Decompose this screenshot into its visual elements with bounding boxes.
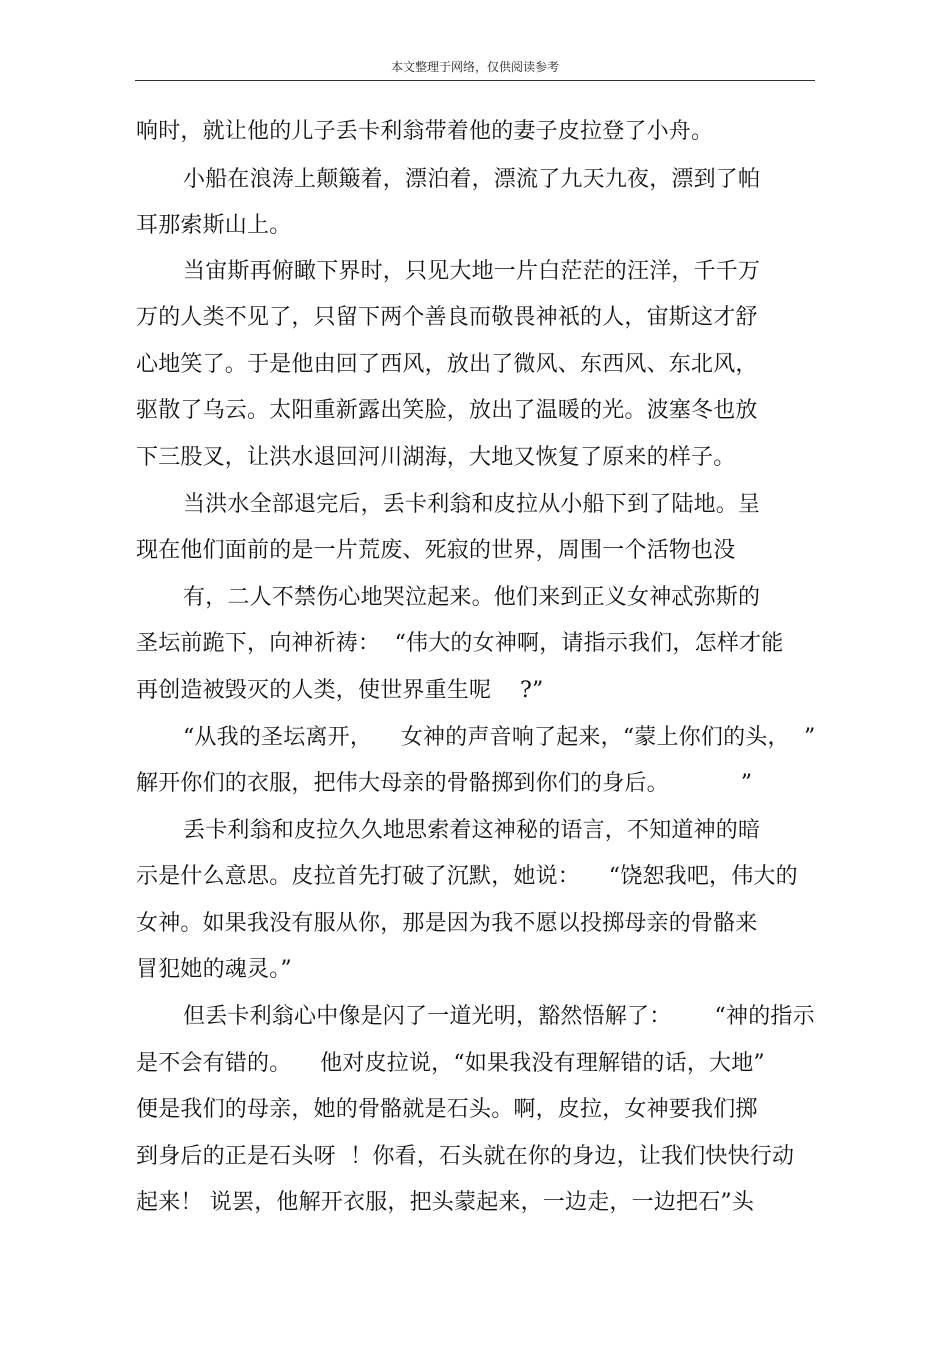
- text-line: 小船在浪涛上颠簸着，漂泊着，漂流了九天九夜，漂到了帕: [183, 167, 761, 192]
- text-line: 有，二人不禁伤心地哭泣起来。他们来到正义女神忒弥斯的: [183, 585, 761, 610]
- text-line: 但丢卡利翁心中像是闪了一道光明，豁然悟解了： “神的指示: [183, 1004, 815, 1029]
- text-line: 驱散了乌云。太阳重新露出笑脸，放出了温暖的光。波塞冬也放: [136, 398, 758, 423]
- text-line: 下三股叉，让洪水退回河川湖海，大地又恢复了原来的样子。: [136, 445, 736, 470]
- text-line: 响时，就让他的儿子丢卡利翁带着他的妻子皮拉登了小舟。: [136, 119, 714, 144]
- text-line: “从我的圣坛离开， 女神的声音响了起来，“蒙上你们的头， ”: [183, 725, 816, 750]
- header-divider: [135, 80, 815, 81]
- text-line: 起来！ 说罢，他解开衣服，把头蒙起来，一边走，一边把石”头: [136, 1190, 755, 1215]
- text-line: 冒犯她的魂灵。”: [136, 957, 292, 982]
- text-line: 解开你们的衣服，把伟大母亲的骨骼掷到你们的身后。 ”: [136, 771, 753, 796]
- text-line: 到身后的正是石头呀 ！你看，石头就在你的身边，让我们快快行动: [136, 1144, 795, 1169]
- text-line: 示是什么意思。皮拉首先打破了沉默，她说： “饶恕我吧，伟大的: [136, 864, 798, 889]
- text-line: 女神。如果我没有服从你，那是因为我不愿以投掷母亲的骨骼来: [136, 911, 758, 936]
- text-line: 当洪水全部退完后，丢卡利翁和皮拉从小船下到了陆地。呈: [183, 492, 761, 517]
- text-line: 丢卡利翁和皮拉久久地思索着这神秘的语言，不知道神的暗: [183, 818, 761, 843]
- text-line: 当宙斯再俯瞰下界时，只见大地一片白茫茫的汪洋，千千万: [183, 259, 761, 284]
- text-line: 万的人类不见了，只留下两个善良而敬畏神祇的人，宙斯这才舒: [136, 305, 758, 330]
- text-line: 再创造被毁灭的人类，使世界重生呢 ?”: [136, 678, 544, 703]
- text-line: 圣坛前跪下，向神祈祷： “伟大的女神啊，请指示我们，怎样才能: [136, 631, 784, 656]
- text-line: 心地笑了。于是他由回了西风，放出了微风、东西风、东北风，: [136, 352, 758, 377]
- page-header: 本文整理于网络，仅供阅读参考: [390, 60, 559, 74]
- text-line: 现在他们面前的是一片荒废、死寂的世界，周围一个活物也没: [136, 538, 736, 563]
- text-line: 耳那索斯山上。: [136, 213, 292, 238]
- text-line: 是不会有错的。 他对皮拉说，“如果我没有理解错的话，大地”: [136, 1051, 765, 1076]
- text-line: 便是我们的母亲，她的骨骼就是石头。啊，皮拉，女神要我们掷: [136, 1097, 758, 1122]
